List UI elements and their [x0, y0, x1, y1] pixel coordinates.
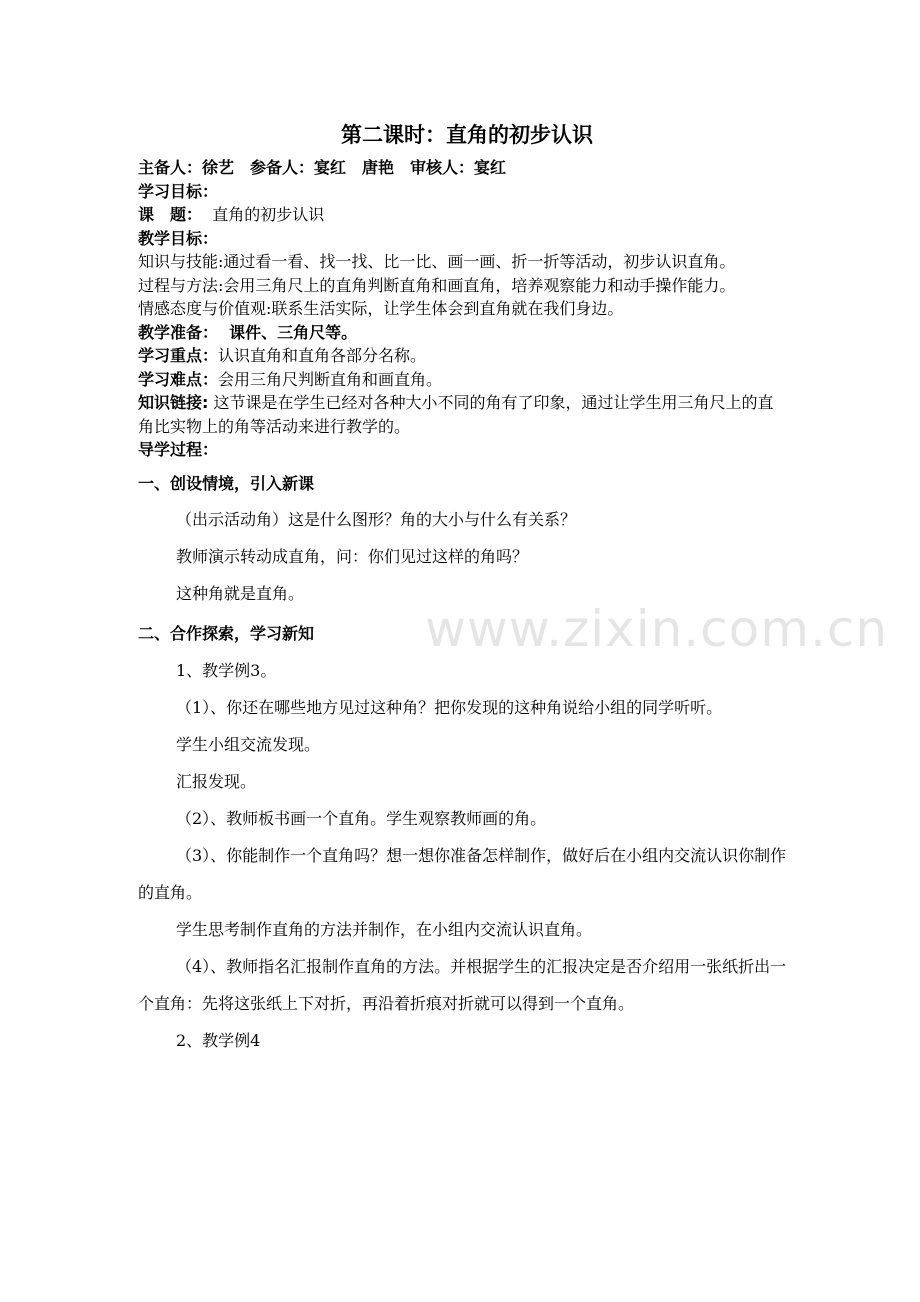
key-point-label: 学习重点：: [138, 346, 219, 365]
study-goal-label: 学习目标：: [138, 181, 219, 201]
paragraph: 学生小组交流发现。: [176, 734, 321, 754]
process-label: 导学过程：: [138, 440, 219, 459]
paragraph: 学生思考制作直角的方法并制作，在小组内交流认识直角。: [176, 919, 593, 939]
paragraph: 1、教学例3。: [176, 660, 277, 680]
link-value: 这节课是在学生已经对各种大小不同的角有了印象，通过让学生用三角尺上的直角比实物上的角等活动来进行教学的。: [138, 393, 774, 436]
topic-line: [138, 203, 788, 227]
topic-value: 直角的初步认识: [212, 205, 325, 224]
goal-attitude: [138, 297, 788, 321]
authors-line: 主备人：徐艺 参备人：宴红 唐艳 审核人：宴红: [138, 158, 507, 177]
goal-label: 过程与方法:: [138, 275, 224, 295]
teaching-goal-label: 教学目标：: [138, 228, 219, 248]
paragraph: （1）、你还在哪些地方见过这种角？把你发现的这种角说给小组的同学听听。: [176, 697, 723, 717]
paragraph: 汇报发现。: [176, 771, 257, 791]
prep-line: [138, 321, 788, 345]
document-title: 第二课时：直角的初步认识: [341, 123, 593, 147]
section1-heading: 一、创设情境，引入新课: [138, 473, 315, 493]
key-point-line: [138, 344, 788, 368]
difficulty-line: [138, 368, 788, 392]
paragraph: 这种角就是直角。: [176, 584, 305, 603]
paragraph: 2、教学例4: [176, 1030, 261, 1050]
goal-label: 情感态度与价值观:: [138, 299, 272, 318]
document-page: [138, 118, 788, 1059]
section2-heading: 二、合作探索，学习新知: [138, 624, 315, 643]
topic-label: 课 题：: [138, 205, 203, 224]
paragraph: （3）、你能制作一个直角吗？想一想你准备怎样制作，做好后在小组内交流认识你制作的直角。: [138, 845, 787, 902]
prep-label: 教学准备：: [138, 322, 219, 342]
prep-value: 课件、三角尺等。: [229, 322, 358, 342]
goal-text: 联系生活实际，让学生体会到直角就在我们身边。: [271, 299, 624, 318]
goal-label: 知识与技能:: [138, 252, 224, 271]
paragraph: （出示活动角）这是什么图形？角的大小与什么有关系？: [176, 510, 577, 529]
section2-body: [138, 652, 788, 1059]
section1-body: [138, 501, 788, 612]
link-label: 知识链接:: [138, 393, 209, 412]
difficulty-value: 会用三角尺判断直角和画直角。: [218, 369, 443, 389]
watermark: www.zixin.com.cn: [425, 600, 889, 658]
paragraph: （4）、教师指名汇报制作直角的方法。并根据学生的汇报决定是否介绍用一张纸折出一个直角：先将这张纸上下对折，再沿着折痕对折就可以得到一个直角。: [138, 956, 787, 1013]
goal-text: 通过看一看、找一找、比一比、画一画、折一折等活动，初步认识直角。: [223, 252, 736, 271]
paragraph: （2）、教师板书画一个直角。学生观察教师画的角。: [176, 808, 547, 828]
link-line: [138, 391, 788, 438]
goal-knowledge: [138, 250, 788, 274]
difficulty-label: 学习难点：: [138, 369, 219, 389]
key-point-value: 认识直角和直角各部分名称。: [218, 346, 427, 365]
goal-process: [138, 274, 788, 298]
goal-text: 会用三角尺上的直角判断直角和画直角，培养观察能力和动手操作能力。: [223, 275, 736, 295]
paragraph: 教师演示转动成直角，问：你们见过这样的角吗？: [176, 547, 529, 566]
